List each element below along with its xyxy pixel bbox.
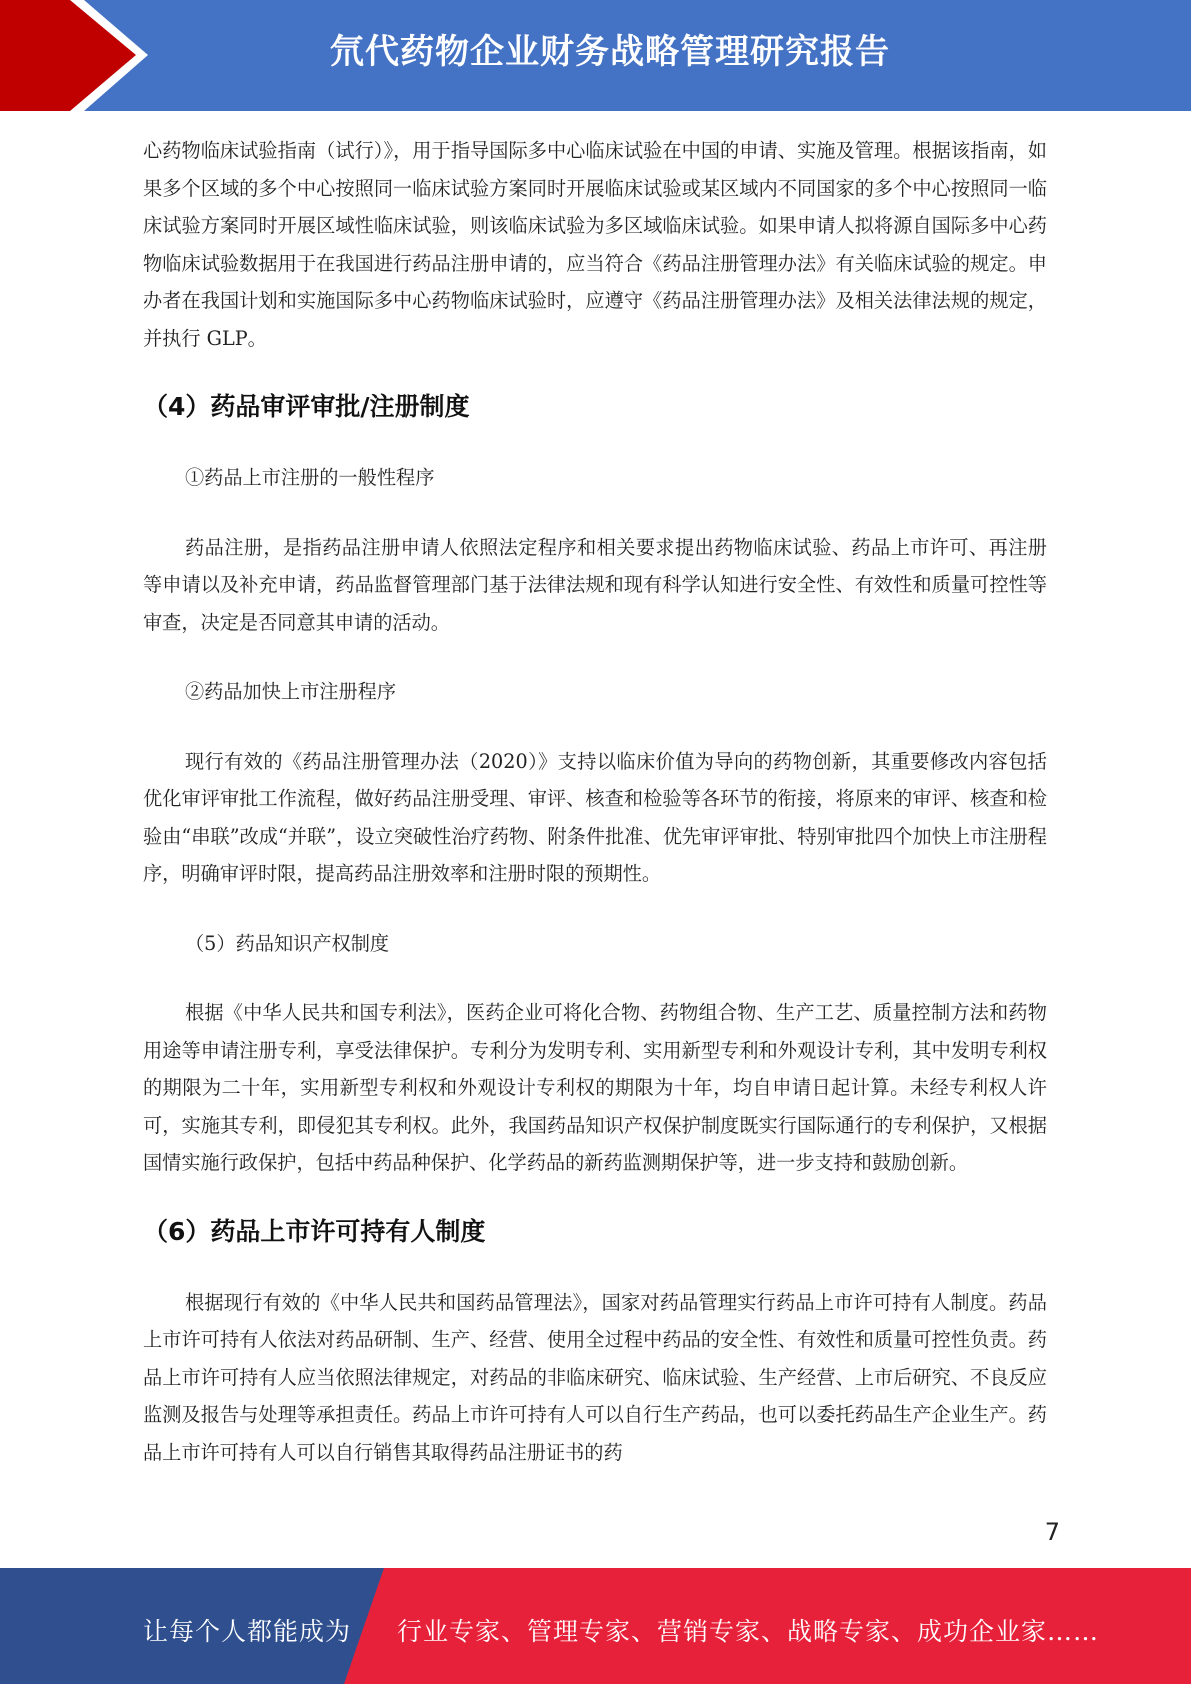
paragraph-intro: 心药物临床试验指南（试行）》，用于指导国际多中心临床试验在中国的申请、实施及管理。根据该指南，如果多个区域的多个中心按照同一临床试验方案同时开展临床试验或某区域内不同国家的多个中心按照同一临床试验方案同时开展区域性临床试验，则该临床试验为多区域临床试验。如果申请人拟将源自国际多中心药物临床试验数据用于在我国进行药品注册申请的，应当符合《药品注册管理办法》有关临床试验的规定。申办者在我国计划和实施国际多中心药物临床试验时，应遵守《药品注册管理办法》及相关法律法规的规定，并执行 GLP。	[143, 139, 1047, 350]
subheading-general-procedure: ①药品上市注册的一般性程序	[185, 466, 435, 489]
subheading-accelerated-procedure: ②药品加快上市注册程序	[185, 680, 397, 703]
section-heading-4: （4）药品审评审批/注册制度	[143, 392, 470, 421]
page-number: 7	[1044, 1518, 1060, 1546]
paragraph-registration: 药品注册，是指药品注册申请人依照法定程序和相关要求提出药物临床试验、药品上市许可、再注册等申请以及补充申请，药品监督管理部门基于法律法规和现有科学认知进行安全性、有效性和质量可控性等审查，决定是否同意其申请的活动。	[143, 535, 1047, 634]
paragraph-patent: 根据《中华人民共和国专利法》，医药企业可将化合物、药物组合物、生产工艺、质量控制方法和药物用途等申请注册专利，享受法律保护。专利分为发明专利、实用新型专利和外观设计专利，其中发明专利权的期限为二十年，实用新型专利权和外观设计专利权的期限为十年，均自申请日起计算。未经专利权人许可，实施其专利，即侵犯其专利权。此外，我国药品知识产权保护制度既实行国际通行的专利保护，又根据国情实施行政保护，包括中药品种保护、化学药品的新药监测期保护等，进一步支持和鼓励创新。	[143, 1001, 1047, 1174]
page-header	[0, 0, 1191, 111]
section-heading-6: （6）药品上市许可持有人制度	[143, 1216, 486, 1246]
footer-slogan-left: 让每个人都能成为	[143, 1617, 352, 1646]
paragraph-mah: 根据现行有效的《中华人民共和国药品管理法》，国家对药品管理实行药品上市许可持有人制度。药品上市许可持有人依法对药品研制、生产、经营、使用全过程中药品的安全性、有效性和质量可控性负责。药品上市许可持有人应当依照法律规定，对药品的非临床研究、临床试验、生产经营、上市后研究、不良反应监测及报告与处理等承担责任。药品上市许可持有人可以自行生产药品，也可以委托药品生产企业生产。药品上市许可持有人可以自行销售其取得药品注册证书的药	[143, 1290, 1047, 1464]
page-footer	[0, 1568, 1191, 1684]
paragraph-accelerated: 现行有效的《药品注册管理办法（2020）》支持以临床价值为导向的药物创新，其重要修改内容包括优化审评审批工作流程，做好药品注册受理、审评、核查和检验等各环节的衔接，将原来的审评、核查和检验由“串联”改成“并联”，设立突破性治疗药物、附条件批准、优先审评审批、特别审批四个加快上市注册程序，明确审评时限，提高药品注册效率和注册时限的预期性。	[143, 749, 1047, 885]
page-body	[143, 132, 1047, 1471]
footer-slogan-right: 行业专家、管理专家、营销专家、战略专家、成功企业家……	[397, 1617, 1100, 1646]
document-title: 氘代药物企业财务战略管理研究报告	[330, 32, 890, 72]
subheading-ip-system: （5）药品知识产权制度	[185, 931, 390, 955]
